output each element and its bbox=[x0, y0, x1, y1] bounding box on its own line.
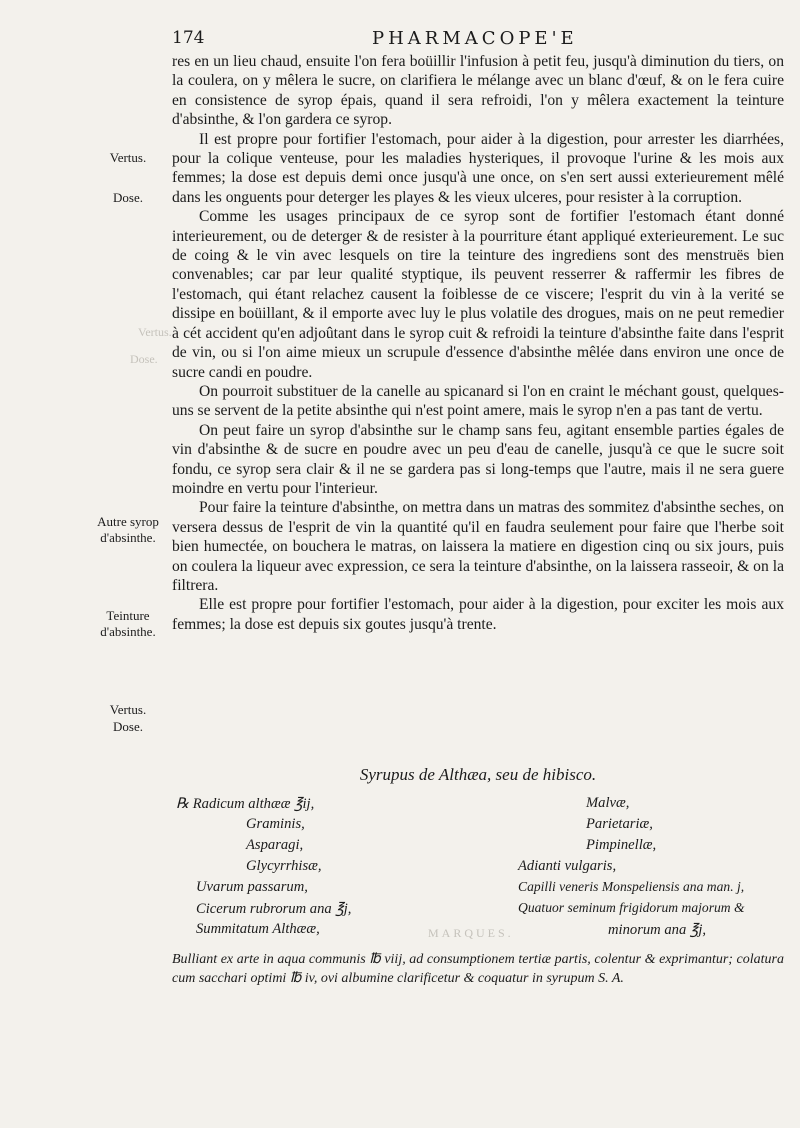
ingredient-left: Summitatum Althææ, bbox=[196, 921, 320, 937]
paragraph: On peut faire un syrop d'absinthe sur le champ sans feu, agitant ensemble parties égales de vin d'absinthe & de sucre en poudre avec un peu d'eau de canelle, jusqu'à ce que le sucre soit fondu, ce syrop sera clair & il ne se gardera pas si long-temps que l'autre, mais il ne sera guere moindre en vertu pour l'interieur. bbox=[172, 421, 784, 497]
paragraph: res en un lieu chaud, ensuite l'on fera boüillir l'infusion à petit feu, jusqu'à diminution du tiers, on la coulera, on y mêlera le sucre, on clarifiera le mélange avec un blanc d'œuf, & on le fera cuire en consistence de syrop épais, quand il sera refroidi, l'on y mêlera exactement la teinture d'absinthe, & l'on gardera ce syrop. bbox=[172, 53, 784, 129]
ingredient-left: ℞ Radicum althææ ℥ij, bbox=[176, 796, 315, 812]
margin-note-dose: Dose. bbox=[113, 190, 143, 205]
running-head bbox=[172, 28, 772, 52]
show-through-text: Vertus. bbox=[138, 325, 172, 339]
show-through-text: Dose. bbox=[130, 352, 158, 366]
paragraph: Comme les usages principaux de ce syrop sont de fortifier l'estomach étant donné interieurement, ou de deterger & de resister à la pourriture étant appliqué exterieurement. Le suc de coing & le vin avec lesquels on tire la teinture des ingrediens sont des menstruës bien convenables; car par leur qualité styptique, ils peuvent resserrer & raffermir les fibres de l'estomach, qui étant relachez causent la foiblesse de ce viscere; l'esprit du vin à la verité se dissipe en boüillant, & il emporte avec luy le plus volatile des drogues, mais on ne peut remedier à cét accident qu'en adjoûtant dans le syrop cuit & refroidi la teinture d'absinthe faite dans l'esprit de vin, ou si l'on aime mieux un scrupule d'essence d'absinthe mêlée dans environ une once de sucre candi en poudre. bbox=[172, 208, 784, 381]
ingredient-right: Pimpinellæ, bbox=[586, 837, 657, 853]
paragraph: Elle est propre pour fortifier l'estomach, pour aider à la digestion, pour exciter les mois aux femmes; la dose est depuis six goutes jusqu'à trente. bbox=[172, 596, 784, 633]
margin-note-dose-2: Dose. bbox=[113, 719, 143, 734]
ingredient-right: Adianti vulgaris, bbox=[518, 858, 617, 874]
ingredient-right: minorum ana ℥j, bbox=[608, 922, 707, 938]
paragraph: Il est propre pour fortifier l'estomach, pour aider à la digestion, pour arrester les diarrhées, pour la colique venteuse, pour les maladies hysteriques, il provoque l'urine & les mois aux femmes; la dose est depuis demi once jusqu'à une once, on s'en sert aussi exterieurement mêlé dans les onguents pour deterger les playes & les vieux ulceres, pour resister à la corruption. bbox=[172, 130, 784, 206]
margin-note-vertus: Vertus. bbox=[109, 150, 147, 165]
margin-note-teinture: Teinture d'absinthe. bbox=[100, 608, 156, 639]
main-text bbox=[172, 52, 784, 634]
running-title: PHARMACOPE'E bbox=[372, 28, 578, 49]
ingredient-right: Parietariæ, bbox=[586, 816, 653, 832]
page-number: 174 bbox=[172, 28, 205, 48]
margin-note-vertus-2: Vertus. bbox=[109, 702, 147, 717]
ingredient-left: Cicerum rubrorum ana ℥j, bbox=[196, 901, 352, 917]
ingredient-right: Malvæ, bbox=[586, 795, 630, 811]
margin-note-autre-syrop: Autre syrop d'absinthe. bbox=[97, 514, 159, 545]
ingredient-left: Uvarum passarum, bbox=[196, 879, 308, 895]
ingredient-left: Asparagi, bbox=[246, 837, 304, 853]
ingredient-left: Graminis, bbox=[246, 816, 305, 832]
ingredient-right: Capilli veneris Monspeliensis ana man. j, bbox=[518, 879, 745, 894]
ingredient-right: Quatuor seminum frigidorum majorum & bbox=[518, 900, 745, 915]
paragraph: On pourroit substituer de la canelle au spicanard si l'on en craint le méchant goust, quelques-uns se servent de la petite absinthe qui n'est point amere, mais le syrop n'en a pas tant de vertu. bbox=[172, 382, 784, 420]
show-through-text: MARQUES. bbox=[428, 926, 514, 940]
paragraph: Pour faire la teinture d'absinthe, on mettra dans un matras des sommitez d'absinthe seches, on versera dessus de l'esprit de vin la quantité qu'il en faudra seulement pour faire que l'herbe soit bien humectée, on bouchera le matras, on laissera la matiere en digestion cinq ou six jours, puis on coulera la liqueur avec expression, ce sera la teinture d'absinthe, on la laissera rasseoir, & on la filtrera. bbox=[172, 499, 784, 594]
ingredient-left: Glycyrrhisæ, bbox=[246, 858, 322, 874]
recipe-instruction: Bulliant ex arte in aqua communis ℔ viij, ad consumptionem tertiæ partis, colentur & exprimantur; colatura cum sacchari optimi ℔ iv, ovi albumine clarificetur & coquatur in syrupum S. A. bbox=[172, 952, 784, 986]
recipe-title: Syrupus de Althæa, seu de hibisco. bbox=[359, 765, 597, 784]
